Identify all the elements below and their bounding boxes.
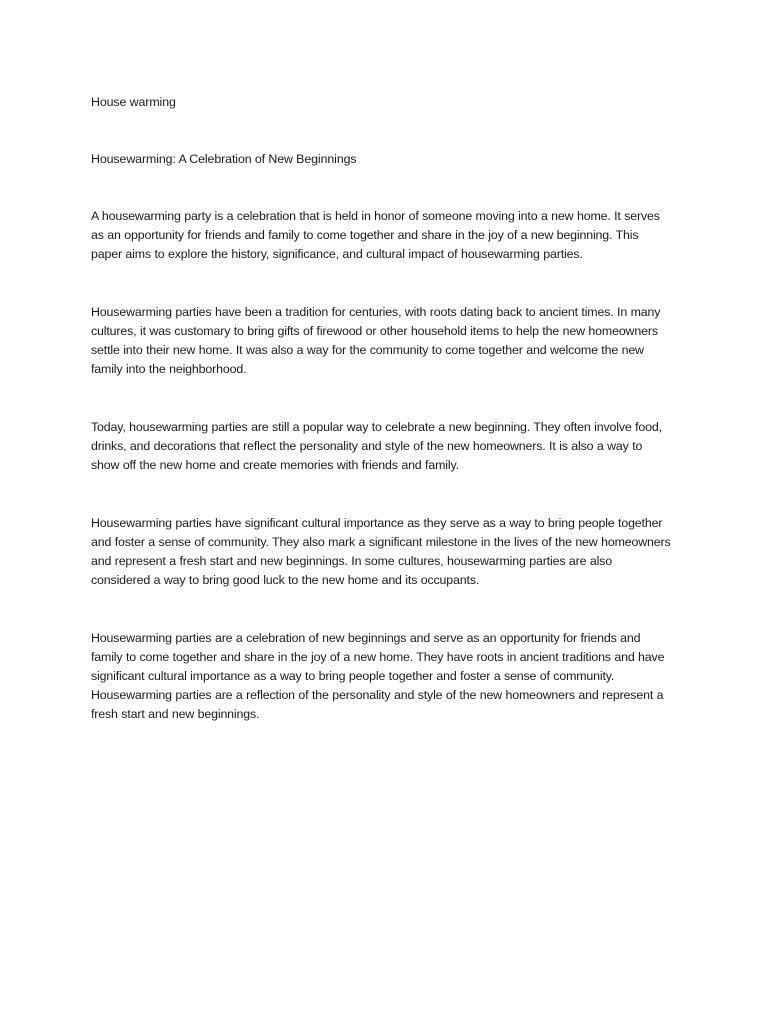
- document-heading: Housewarming: A Celebration of New Beginnings: [91, 152, 357, 166]
- paragraph-cultural-importance: Housewarming parties have significant cultural importance as they serve as a way to bring people together and foster a sense of community. They also mark a significant milestone in the lives of the new homeowners and represent a fresh start and new beginnings. In some cultures, housewarming parties are also considered a way to bring good luck to the new home and its occupants.: [91, 516, 671, 587]
- document-title: House warming: [91, 95, 176, 109]
- paragraph-today: Today, housewarming parties are still a popular way to celebrate a new beginning. They often involve food, drinks, and decorations that reflect the personality and style of the new homeowners. It is also a way to show off the new home and create memories with friends and family.: [91, 420, 662, 472]
- document-body: [91, 93, 671, 763]
- paragraph-introduction: A housewarming party is a celebration that is held in honor of someone moving into a new home. It serves as an opportunity for friends and family to come together and share in the joy of a new beginning. This paper aims to explore the history, significance, and cultural impact of housewarming parties.: [91, 209, 660, 261]
- paragraph-history: Housewarming parties have been a tradition for centuries, with roots dating back to ancient times. In many cultures, it was customary to bring gifts of firewood or other household items to help the new homeowners settle into their new home. It was also a way for the community to come together and welcome the new family into the neighborhood.: [91, 305, 661, 376]
- paragraph-conclusion: Housewarming parties are a celebration of new beginnings and serve as an opportunity for friends and family to come together and share in the joy of a new home. They have roots in ancient traditions and have significant cultural importance as a way to bring people together and foster a sense of community. Housewarming parties are a reflection of the personality and style of the new homeowners and represent a fresh start and new beginnings.: [91, 631, 665, 721]
